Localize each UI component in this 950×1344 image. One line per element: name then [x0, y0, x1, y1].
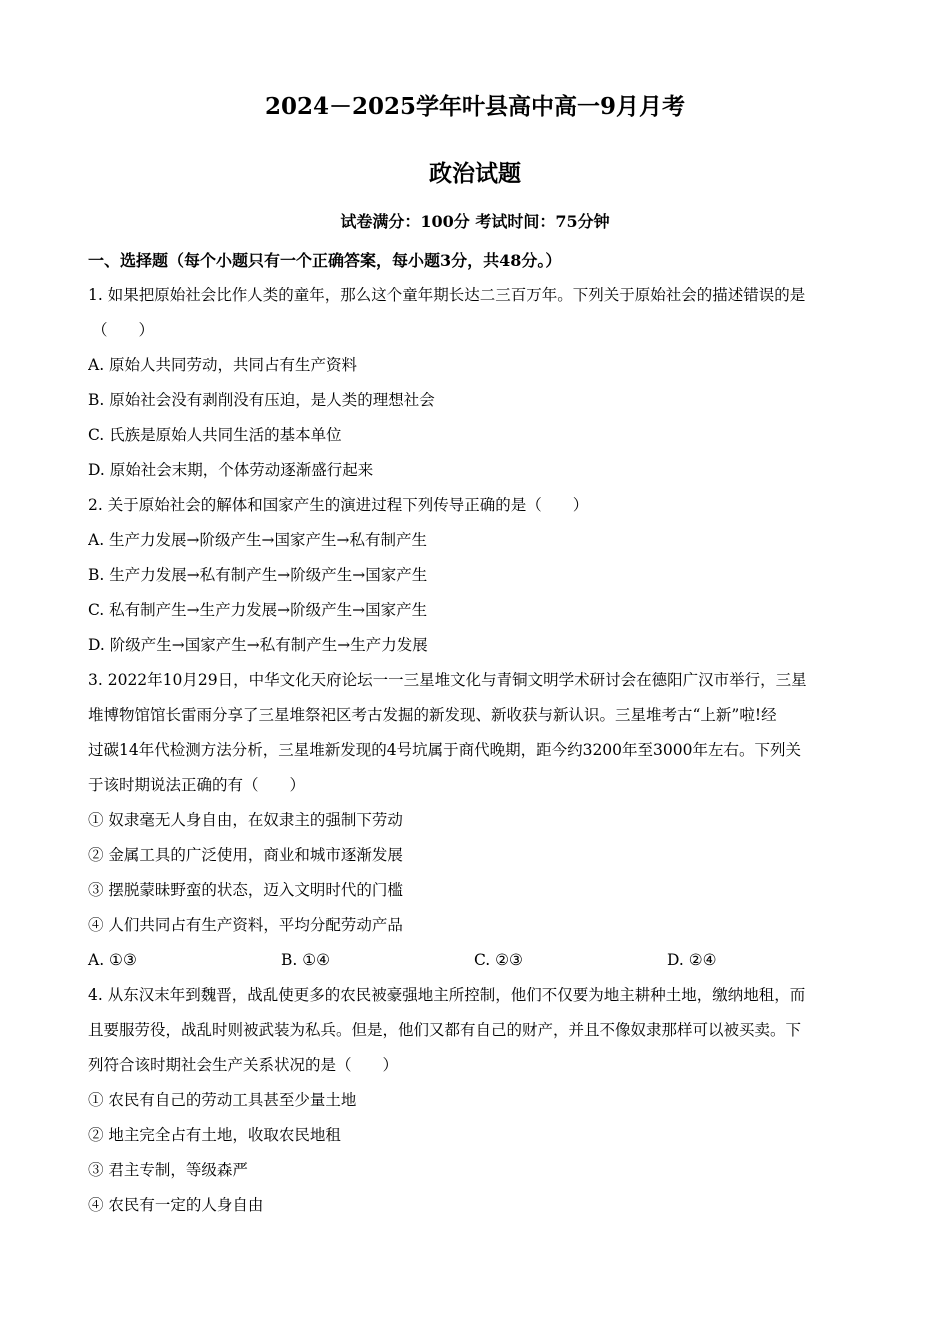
- statement-4: ④ 人们共同占有生产资料，平均分配劳动产品: [88, 916, 403, 934]
- exam-content: [88, 243, 860, 1223]
- exam-subject: 政治试题: [429, 160, 521, 187]
- stem-line: 3. 2022年10月29日，中华文化天府论坛一一三星堆文化与青铜文明学术研讨会在德阳广汉市举行，三星: [88, 671, 807, 689]
- stem-line: 于该时期说法正确的有（ ）: [88, 776, 306, 794]
- stem-line: 且要服劳役，战乱时则被武装为私兵。但是，他们又都有自己的财产，并且不像奴隶那样可以被买卖。下: [88, 1021, 802, 1039]
- option-d: D. 原始社会末期，个体劳动逐渐盛行起来: [88, 461, 374, 479]
- option-d: D. 阶级产生→国家产生→私有制产生→生产力发展: [88, 636, 428, 654]
- choice-a: A. ①③: [88, 951, 137, 969]
- choice-b: B. ①④: [281, 951, 331, 969]
- question-stem: 1. 如果把原始社会比作人类的童年，那么这个童年期长达二三百万年。下列关于原始社会的描述错误的是: [88, 286, 806, 304]
- option-a: A. 生产力发展→阶级产生→国家产生→私有制产生: [88, 531, 428, 549]
- exam-title: 2024－2025学年叶县高中高一9月月考: [264, 93, 686, 120]
- statement-3: ③ 君主专制，等级森严: [88, 1161, 248, 1179]
- statement-2: ② 金属工具的广泛使用，商业和城市逐渐发展: [88, 846, 403, 864]
- choice-row: [88, 943, 860, 978]
- stem-line: 列符合该时期社会生产关系状况的是（ ）: [88, 1056, 399, 1074]
- option-c: C. 私有制产生→生产力发展→阶级产生→国家产生: [88, 601, 428, 619]
- question-4: [88, 978, 860, 1223]
- statement-2: ② 地主完全占有土地，收取农民地租: [88, 1126, 341, 1144]
- question-1: [88, 278, 860, 488]
- question-2: [88, 488, 860, 663]
- option-a: A. 原始人共同劳动，共同占有生产资料: [88, 356, 358, 374]
- statement-4: ④ 农民有一定的人身自由: [88, 1196, 264, 1214]
- question-stem: 2. 关于原始社会的解体和国家产生的演进过程下列传导正确的是（ ）: [88, 496, 589, 514]
- option-c: C. 氏族是原始人共同生活的基本单位: [88, 426, 342, 444]
- statement-3: ③ 摆脱蒙昧野蛮的状态，迈入文明时代的门槛: [88, 881, 403, 899]
- stem-line: 4. 从东汉末年到魏晋，战乱使更多的农民被豪强地主所控制，他们不仅要为地主耕种土地，缴纳地租，而: [88, 986, 806, 1004]
- statement-1: ① 奴隶毫无人身自由，在奴隶主的强制下劳动: [88, 811, 403, 829]
- choice-d: D. ②④: [667, 951, 717, 969]
- stem-line: 过碳14年代检测方法分析，三星堆新发现的4号坑属于商代晚期，距今约3200年至3000年左右。下列关: [88, 741, 801, 759]
- choice-c: C. ②③: [474, 951, 523, 969]
- exam-meta: 试卷满分：100分 考试时间：75分钟: [340, 212, 610, 231]
- question-stem: [88, 663, 860, 803]
- question-3: [88, 663, 860, 978]
- statement-1: ① 农民有自己的劳动工具甚至少量土地: [88, 1091, 357, 1109]
- stem-line: 堆博物馆馆长雷雨分享了三星堆祭祀区考古发掘的新发现、新收获与新认识。三星堆考古“上新”啦!经: [88, 706, 777, 724]
- question-stem: [88, 978, 860, 1083]
- question-stem: （ ）: [92, 321, 155, 339]
- option-b: B. 原始社会没有剥削没有压迫，是人类的理想社会: [88, 391, 435, 409]
- option-b: B. 生产力发展→私有制产生→阶级产生→国家产生: [88, 566, 428, 584]
- section-heading: 一、选择题（每个小题只有一个正确答案，每小题3分，共48分。）: [88, 251, 562, 270]
